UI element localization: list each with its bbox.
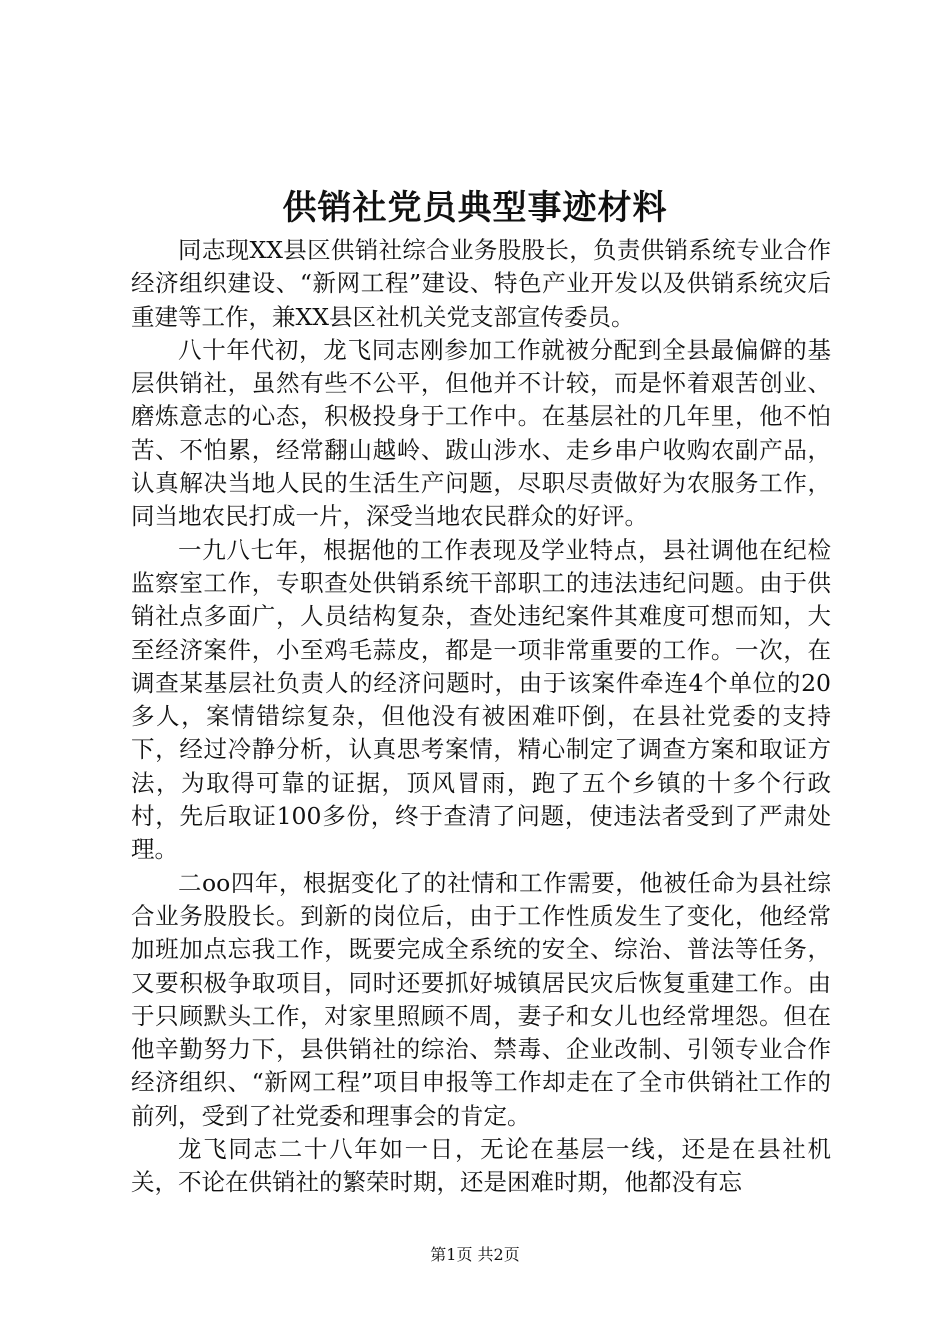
paragraph: 同志现XX县区供销社综合业务股股长，负责供销系统专业合作经济组织建设、“新网工程”建设、特色产业开发以及供销系统灾后重建等工作，兼XX县区社机关党支部宣传委员。 <box>131 236 831 331</box>
document-title: 供销社党员典型事迹材料 <box>282 188 668 228</box>
paragraph: 龙飞同志二十八年如一日，无论在基层一线，还是在县社机关，不论在供销社的繁荣时期，还是困难时期，他都没有忘 <box>131 1135 831 1197</box>
document-body <box>131 234 831 1200</box>
paragraph: 二oo四年，根据变化了的社情和工作需要，他被任命为县社综合业务股股长。到新的岗位后，由于工作性质发生了变化，他经常加班加点忘我工作，既要完成全系统的安全、综治、普法等任务，又要积极争取项目，同时还要抓好城镇居民灾后恢复重建工作。由于只顾默头工作，对家里照顾不周，妻子和女儿也经常埋怨。但在他辛勤努力下，县供销社的综治、禁毒、企业改制、引领专业合作经济组织、“新网工程”项目申报等工作却走在了全市供销社工作的前列，受到了社党委和理事会的肯定。 <box>131 868 831 1130</box>
page-number-footer: 第1页 共2页 <box>430 1245 520 1264</box>
paragraph: 八十年代初，龙飞同志刚参加工作就被分配到全县最偏僻的基层供销社，虽然有些不公平，但他并不计较，而是怀着艰苦创业、磨炼意志的心态，积极投身于工作中。在基层社的几年里，他不怕苦、不怕累，经常翻山越岭、跋山涉水、走乡串户收购农副产品，认真解决当地人民的生活生产问题，尽职尽责做好为农服务工作，同当地农民打成一片，深受当地农民群众的好评。 <box>131 335 831 531</box>
paragraph: 一九八七年，根据他的工作表现及学业特点，县社调他在纪检监察室工作，专职查处供销系统干部职工的违法违纪问题。由于供销社点多面广，人员结构复杂，查处违纪案件其难度可想而知，大至经济案件，小至鸡毛蒜皮，都是一项非常重要的工作。一次，在调查某基层社负责人的经济问题时，由于该案件牵连4个单位的20多人，案情错综复杂，但他没有被困难吓倒，在县社党委的支持下，经过冷静分析，认真思考案情，精心制定了调查方案和取证方法，为取得可靠的证据，顶风冒雨，跑了五个乡镇的十多个行政村，先后取证100多份，终于查清了问题，使违法者受到了严肃处理。 <box>131 535 831 864</box>
